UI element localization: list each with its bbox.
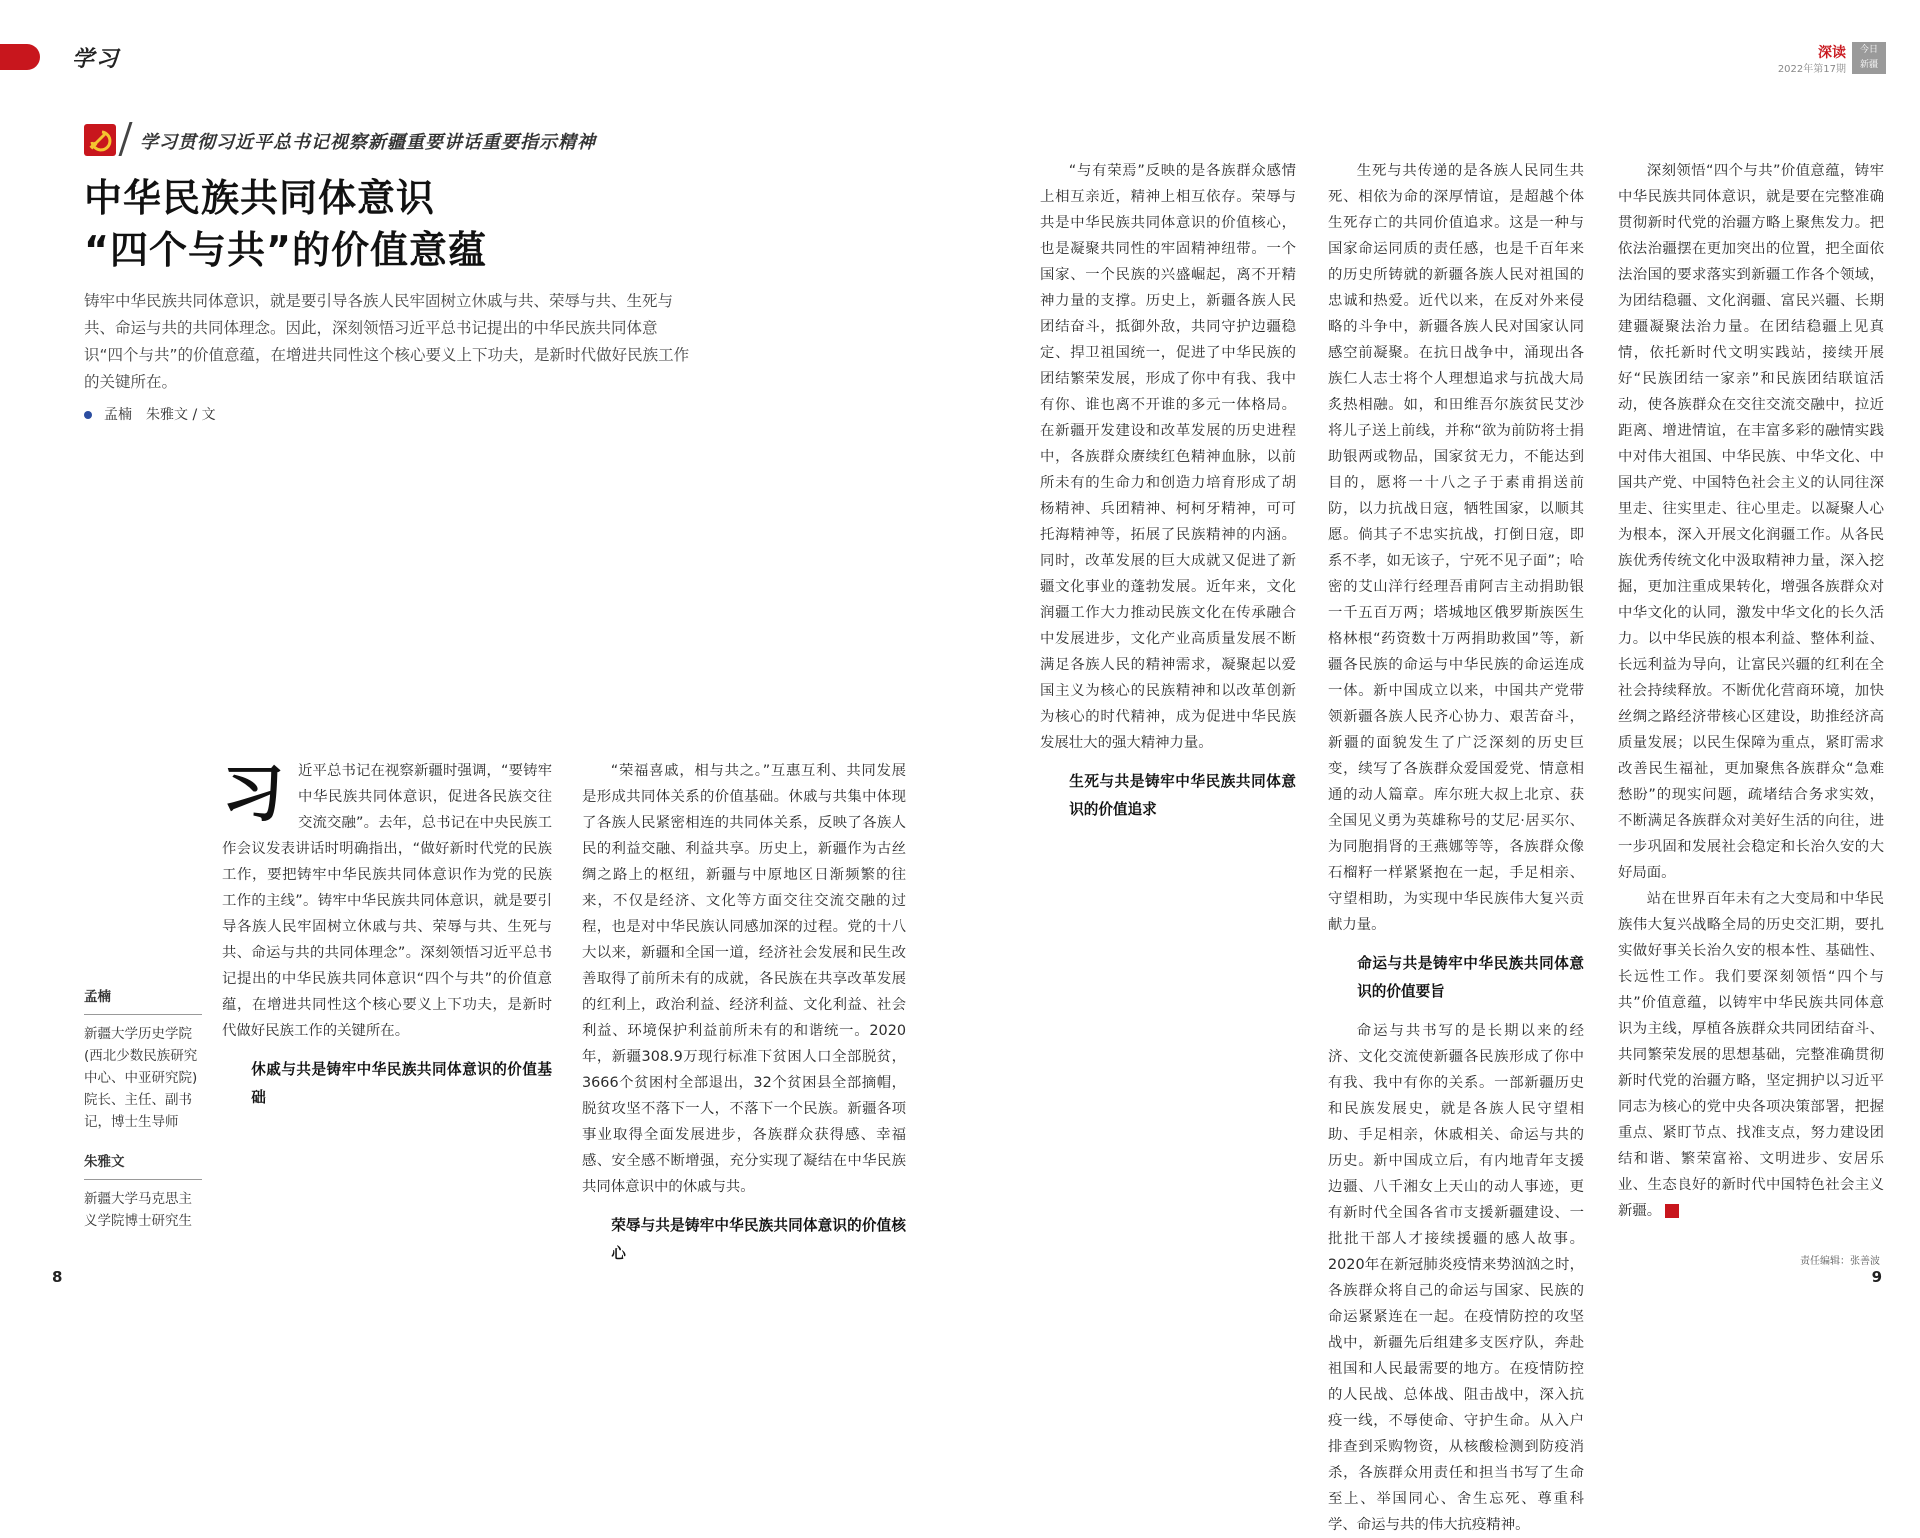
article-column-1 [222,758,552,1124]
bio-text-2: 新疆大学马克思主义学院博士研究生 [84,1191,192,1229]
page-number-right: 9 [1871,1268,1882,1286]
paragraph-7-text: 站在世界百年未有之大变局和中华民族伟大复兴战略全局的历史交汇期，要扎实做好事关长治久安的根本性、基础性、长远性工作。我们要深刻领悟“四个与共”价值意蕴，以铸牢中华民族共同体意识为主线，厚植各族群众共同团结奋斗、共同繁荣发展的思想基础，完整准确贯彻新时代党的治疆方略，坚定拥护以习近平同志为核心的党中央各项决策部署，把握重点、紧盯节点、找准支点，努力建设团结和谐、繁荣富裕、文明进步、安居乐业、生态良好的新时代中国特色社会主义新疆。 [1618,891,1884,1219]
lead-paragraph: 铸牢中华民族共同体意识，就是要引导各族人民牢固树立休戚与共、荣辱与共、生死与共、命运与共的共同体理念。因此，深刻领悟习近平总书记提出的中华民族共同体意识“四个与共”的价值意蕴，在增进共同性这个核心要义上下功夫，是新时代做好民族工作的关键所在。 [84,292,690,391]
subheading-1: 休戚与共是铸牢中华民族共同体意识的价值基础 [251,1061,552,1106]
subheading-3: 生死与共是铸牢中华民族共同体意识的价值追求 [1069,773,1296,818]
bio-name-2: 朱雅文 [84,1151,202,1180]
byline-dot-icon [84,411,92,419]
paragraph-1: 近平总书记在视察新疆时强调，“要铸牢中华民族共同体意识，促进各民族交往交流交融”。去年，总书记在中央民族工作会议发表讲话时明确指出，“做好新时代党的民族工作，要把铸牢中华民族共同体意识作为党的民族工作的主线”。铸牢中华民族共同体意识，就是要引导各族人民牢固树立休戚与共、荣辱与共、生死与共、命运与共的共同体理念”。深刻领悟习近平总书记提出的中华民族共同体意识“四个与共”的价值意蕴，在增进共同性这个核心要义上下功夫，是新时代做好民族工作的关键所在。 [222,763,552,1039]
article-column-2 [582,758,906,1280]
byline-text: 孟楠 朱雅文 / 文 [104,407,216,423]
paragraph-3: “与有荣焉”反映的是各族群众感情上相互亲近，精神上相互依存。荣辱与共是中华民族共同体意识的价值核心，也是凝聚共同性的牢固精神纽带。一个国家、一个民族的兴盛崛起，离不开精神力量的支撑。历史上，新疆各族人民团结奋斗，抵御外敌，共同守护边疆稳定、捍卫祖国统一，促进了中华民族的团结繁荣发展，形成了你中有我、我中有你、谁也离不开谁的多元一体格局。在新疆开发建设和改革发展的历史进程中，各族群众赓续红色精神血脉，以前所未有的生命力和创造力培育形成了胡杨精神、兵团精神、柯柯牙精神，可可托海精神等，拓展了民族精神的内涵。同时，改革发展的巨大成就又促进了新疆文化事业的蓬勃发展。近年来，文化润疆工作大力推动民族文化在传承融合中发展进步，文化产业高质量发展不断满足各族人民的精神需求，凝聚起以爱国主义为核心的民族精神和以改革创新为核心的时代精神，成为促进中华民族发展壮大的强大精神力量。 [1040,163,1296,751]
article-column-5 [1618,158,1884,1224]
masthead-title: 深读 [1818,45,1846,61]
paragraph-4: 生死与共传递的是各族人民同生共死、相依为命的深厚情谊，是超越个体生死存亡的共同价值追求。这是一种与国家命运同质的责任感，也是千百年来的历史所铸就的新疆各族人民对祖国的忠诚和热爱。近代以来，在反对外来侵略的斗争中，新疆各族人民对国家认同感空前凝聚。在抗日战争中，涌现出各族仁人志士将个人理想追求与抗战大局炙热相融。如，和田维吾尔族贫民艾沙将儿子送上前线，并称“欲为前防将士捐助银两或物品，国家贫无力，不能达到目的，愿将一十八之子于素甫捐送前防，以力抗战日寇，牺牲国家，以顺其愿。倘其子不忠实抗战，打倒日寇，即系不孝，如无该子，宁死不见子面”；哈密的艾山洋行经理吾甫阿吉主动捐助银一千五百万两；塔城地区俄罗斯族医生格林根“药资数十万两捐助救国”等，新疆各民族的命运与中华民族的命运连成一体。新中国成立以来，中国共产党带领新疆各族人民齐心协力、艰苦奋斗，新疆的面貌发生了广泛深刻的历史巨变，续写了各族群众爱国爱党、情意相通的动人篇章。库尔班大叔上北京、获全国见义勇为英雄称号的艾尼·居买尔、为同胞捐肾的王燕娜等等，各族群众像石榴籽一样紧紧抱在一起，手足相亲、守望相助，为实现中华民族伟大复兴贡献力量。 [1328,163,1584,933]
paragraph-7 [1618,886,1884,1224]
end-mark-icon [1665,1204,1679,1218]
masthead [1726,40,1886,80]
article-column-3 [1040,158,1296,836]
subheading-4: 命运与共是铸牢中华民族共同体意识的价值要旨 [1357,955,1584,1000]
issue-number: 2022年第17期 [1777,64,1846,75]
paragraph-6: 深刻领悟“四个与共”价值意蕴，铸牢中华民族共同体意识，就是要在完整准确贯彻新时代党的治疆方略上聚焦发力。把依法治疆摆在更加突出的位置，把全面依法治国的要求落实到新疆工作各个领域，为团结稳疆、文化润疆、富民兴疆、长期建疆凝聚法治力量。在团结稳疆上见真情，依托新时代文明实践站，接续开展好“民族团结一家亲”和民族团结联谊活动，使各族群众在交往交流交融中，拉近距离、增进情谊，在丰富多彩的融情实践中对伟大祖国、中华民族、中华文化、中国共产党、中国特色社会主义的认同往深里走、往实里走、往心里走。以凝聚人心为根本，深入开展文化润疆工作。从各民族优秀传统文化中汲取精神力量，深入挖掘，更加注重成果转化，增强各族群众对中华文化的认同，激发中华文化的长久活力。以中华民族的根本利益、整体利益、长远利益为导向，让富民兴疆的红利在全社会持续释放。不断优化营商环境，加快丝绸之路经济带核心区建设，助推经济高质量发展；以民生保障为重点，紧盯需求改善民生福祉，更加聚焦各族群众“急难愁盼”的现实问题，疏堵结合务求实效，不断满足各族群众对美好生活的向往，进一步巩固和发展社会稳定和长治久安的大好局面。 [1618,163,1884,881]
section-label: 学习 [72,46,121,72]
kicker-divider [118,122,132,156]
title-line1: 中华民族共同体意识 [84,176,436,220]
article-column-4 [1328,158,1584,1538]
byline [84,404,216,424]
paragraph-2: “荣福喜戚，相与共之。”互惠互利、共同发展是形成共同体关系的价值基础。休戚与共集中体现了各族人民紧密相连的共同体关系，反映了各族人民的利益交融、利益共享。历史上，新疆作为古丝绸之路上的枢纽，新疆与中原地区日渐频繁的往来，不仅是经济、文化等方面交往交流交融的过程，也是对中华民族认同感加深的过程。党的十八大以来，新疆和全国一道，经济社会发展和民生改善取得了前所未有的成就，各民族在共享改革发展的红利上，政治利益、经济利益、文化利益、社会利益、环境保护利益前所未有的和谐统一。2020年，新疆308.9万现行标准下贫困人口全部脱贫，3666个贫困村全部退出，32个贫困县全部摘帽，脱贫攻坚不落下一人，不落下一个民族。新疆各项事业取得全面发展进步，各族群众获得感、幸福感、安全感不断增强，充分实现了凝结在中华民族共同体意识中的休戚与共。 [582,763,906,1195]
section-tab [0,44,40,70]
badge-line2: 新疆 [1859,60,1878,70]
bio-text-1: 新疆大学历史学院(西北少数民族研究中心、中亚研究院)院长、主任、副书记，博士生导师 [84,1026,198,1130]
kicker: 学习贯彻习近平总书记视察新疆重要讲话重要指示精神 [140,132,596,153]
party-emblem-icon [84,124,116,156]
bio-name-1: 孟楠 [84,986,202,1015]
article-title [84,172,487,276]
drop-cap: 习 [222,757,285,830]
page-number-left: 8 [52,1268,63,1286]
badge-line1: 今日 [1859,45,1878,55]
title-line2: “四个与共”的价值意蕴 [84,228,487,272]
editor-credit: 责任编辑：张善波 [1800,1256,1880,1267]
author-bios [84,986,202,1250]
subheading-2: 荣辱与共是铸牢中华民族共同体意识的价值核心 [611,1217,906,1262]
magazine-badge [1852,42,1886,74]
paragraph-5: 命运与共书写的是长期以来的经济、文化交流使新疆各民族形成了你中有我、我中有你的关系。一部新疆历史和民族发展史，就是各族人民守望相助、手足相亲，休戚相关、命运与共的历史。新中国成立后，有内地青年支援边疆、八千湘女上天山的动人事迹，更有新时代全国各省市支援新疆建设、一批批干部人才接续援疆的感人故事。2020年在新冠肺炎疫情来势汹汹之时，各族群众将自己的命运与国家、民族的命运紧紧连在一起。在疫情防控的攻坚战中，新疆先后组建多支医疗队，奔赴祖国和人民最需要的地方。在疫情防控的人民战、总体战、阻击战中，深入抗疫一线，不辱使命、守护生命。从入户排查到采购物资，从核酸检测到防疫消杀，各族群众用责任和担当书写了生命至上、举国同心、舍生忘死、尊重科学、命运与共的伟大抗疫精神。 [1328,1023,1584,1533]
